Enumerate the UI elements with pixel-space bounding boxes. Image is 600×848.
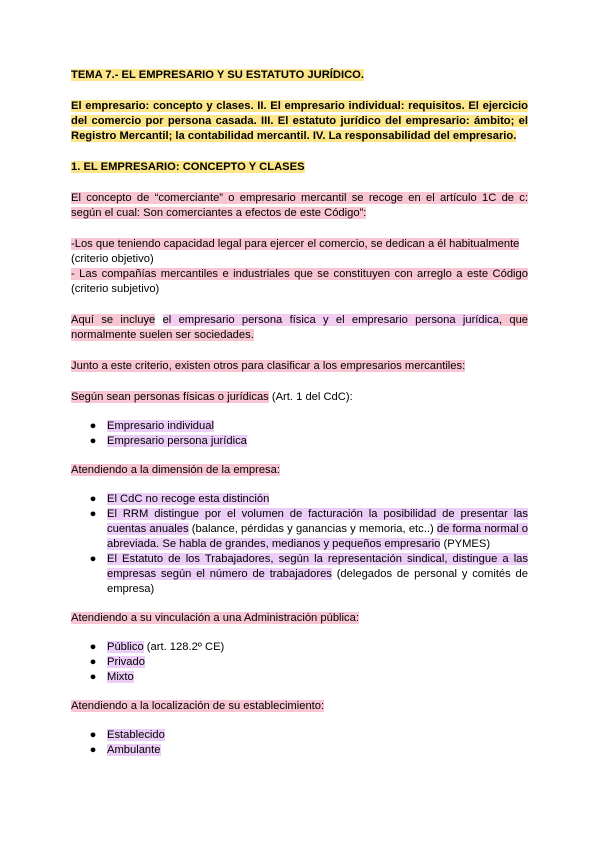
list-dimension bbox=[71, 492, 528, 597]
paragraph-criterio-subjetivo: - Las compañías mercantiles e industriales que se constituyen con arreglo a este Código (criterio subjetivo) bbox=[71, 268, 528, 295]
list-item: ● Público (art. 128.2º CE) bbox=[89, 641, 225, 653]
list-tipo-persona bbox=[71, 419, 528, 449]
doc-summary: El empresario: concepto y clases. II. El empresario individual: requisitos. El ejercicio del comercio por persona casada. III. El estatuto jurídico del empresario: ámbito; el Registro Mercantil; la contabilidad mercantil. IV. La responsabilidad del empresario. bbox=[71, 100, 528, 142]
list-item: ● El Estatuto de los Trabajadores, según la representación sindical, distingue a las empresas según el número de trabajadores (delegados de personal y comités de empresa) bbox=[89, 553, 528, 595]
list-item: ● Mixto bbox=[89, 671, 134, 683]
paragraph-junto-criterio: Junto a este criterio, existen otros para clasificar a los empresarios mercantiles: bbox=[71, 360, 466, 372]
document-content bbox=[71, 68, 528, 758]
list-item: ● Ambulante bbox=[89, 744, 161, 756]
paragraph-localizacion: Atendiendo a la localización de su establecimiento: bbox=[71, 700, 325, 712]
list-item: ● El RRM distingue por el volumen de facturación la posibilidad de presentar las cuentas anuales (balance, pérdidas y ganancias y memoria, etc..) de forma normal o abreviada. Se habla de grandes, medianos y pequeños empresario (PYMES) bbox=[89, 508, 528, 550]
list-administracion bbox=[71, 640, 528, 685]
list-localizacion bbox=[71, 728, 528, 758]
doc-title: TEMA 7.- EL EMPRESARIO Y SU ESTATUTO JURÍDICO. bbox=[71, 69, 364, 81]
paragraph-administracion-publica: Atendiendo a su vinculación a una Administración pública: bbox=[71, 612, 359, 624]
list-item: ● Privado bbox=[89, 656, 145, 668]
paragraph-personas-fisicas: Según sean personas físicas o jurídicas (Art. 1 del CdC): bbox=[71, 391, 353, 403]
section-heading: 1. EL EMPRESARIO: CONCEPTO Y CLASES bbox=[71, 161, 305, 173]
list-item: ● Establecido bbox=[89, 729, 165, 741]
paragraph-aqui-se-incluye: Aquí se incluye el empresario persona física y el empresario persona jurídica, que normalmente suelen ser sociedades. bbox=[71, 314, 529, 341]
list-item: ● El CdC no recoge esta distinción bbox=[89, 493, 270, 505]
paragraph-comerciante-definition: El concepto de “comerciante” o empresario mercantil se recoge en el artículo 1C de c: según el cual: Son comerciantes a efectos de este Código”: bbox=[71, 192, 528, 219]
list-item: ● Empresario individual bbox=[89, 420, 214, 432]
paragraph-dimension-empresa: Atendiendo a la dimensión de la empresa: bbox=[71, 464, 280, 476]
list-item: ● Empresario persona jurídica bbox=[89, 435, 247, 447]
paragraph-criterio-objetivo: -Los que teniendo capacidad legal para ejercer el comercio, se dedican a él habitualmente (criterio objetivo) bbox=[71, 238, 520, 265]
